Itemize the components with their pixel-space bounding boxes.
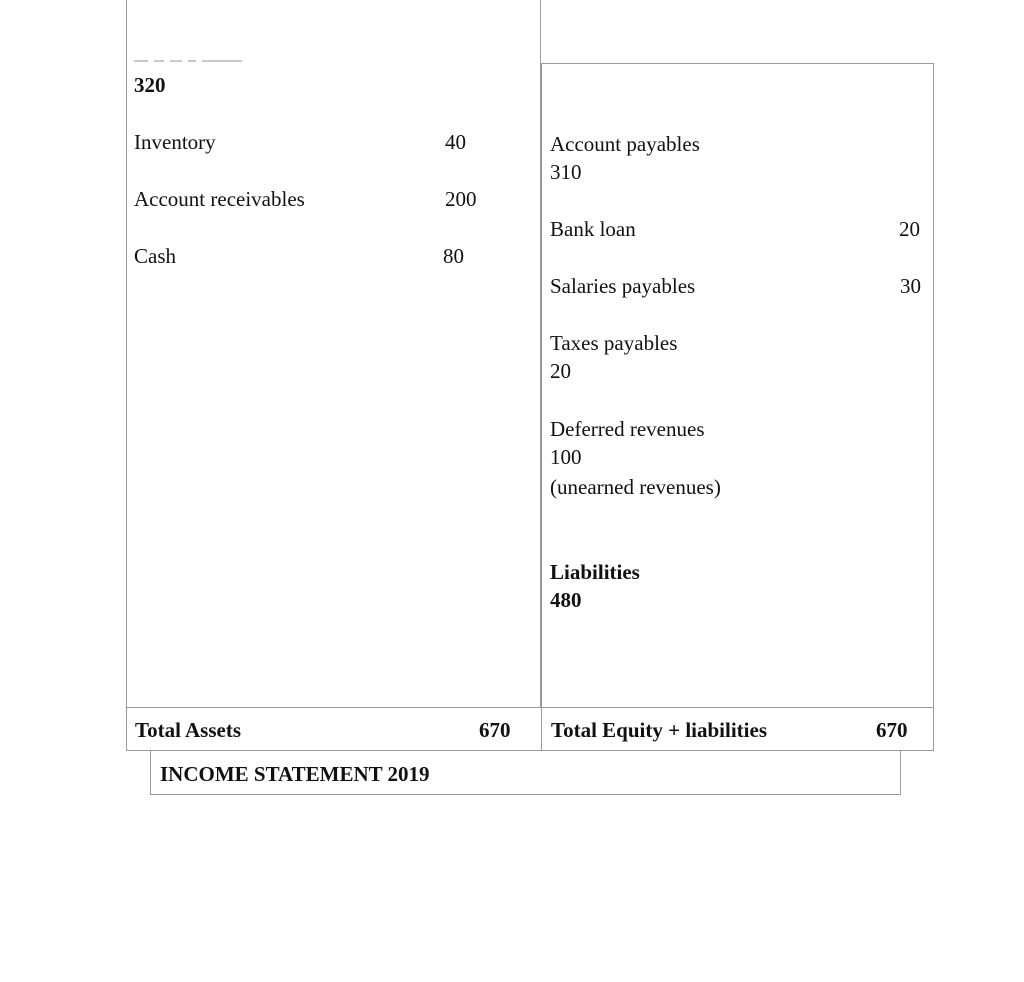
asset-label-receivables: Account receivables	[134, 187, 305, 211]
liability-label-bank-loan: Bank loan	[550, 217, 636, 241]
asset-label-inventory: Inventory	[134, 130, 216, 154]
income-statement-title: INCOME STATEMENT 2019	[160, 762, 430, 786]
liability-value-bank-loan: 20	[899, 217, 920, 241]
liability-label-deferred-revenues: Deferred revenues	[550, 417, 705, 441]
asset-value-receivables: 200	[445, 187, 477, 211]
total-assets-value: 670	[479, 718, 511, 742]
liability-value-salaries-payables: 30	[900, 274, 921, 298]
liabilities-column	[541, 63, 934, 707]
total-assets-label: Total Assets	[135, 718, 241, 742]
totals-row	[126, 707, 934, 751]
asset-value-cash: 80	[443, 244, 464, 268]
liability-label-account-payables: Account payables	[550, 132, 700, 156]
liabilities-subtotal-label: Liabilities	[550, 560, 640, 584]
assets-subtotal: 320	[134, 73, 166, 97]
cropped-header-text	[134, 58, 274, 64]
liabilities-subtotal-value: 480	[550, 588, 582, 612]
liability-label-salaries-payables: Salaries payables	[550, 274, 696, 298]
totals-divider	[541, 708, 542, 750]
liability-label-taxes-payables: Taxes payables	[550, 331, 678, 355]
liability-value-account-payables: 310	[550, 160, 582, 184]
asset-value-inventory: 40	[445, 130, 466, 154]
liability-value-deferred-revenues: 100	[550, 445, 582, 469]
total-equity-liabilities-label: Total Equity + liabilities	[551, 718, 767, 742]
liability-value-taxes-payables: 20	[550, 359, 571, 383]
asset-label-cash: Cash	[134, 244, 176, 268]
assets-column	[126, 0, 541, 707]
total-equity-liabilities-value: 670	[876, 718, 908, 742]
liability-note-deferred-revenues: (unearned revenues)	[550, 475, 721, 499]
